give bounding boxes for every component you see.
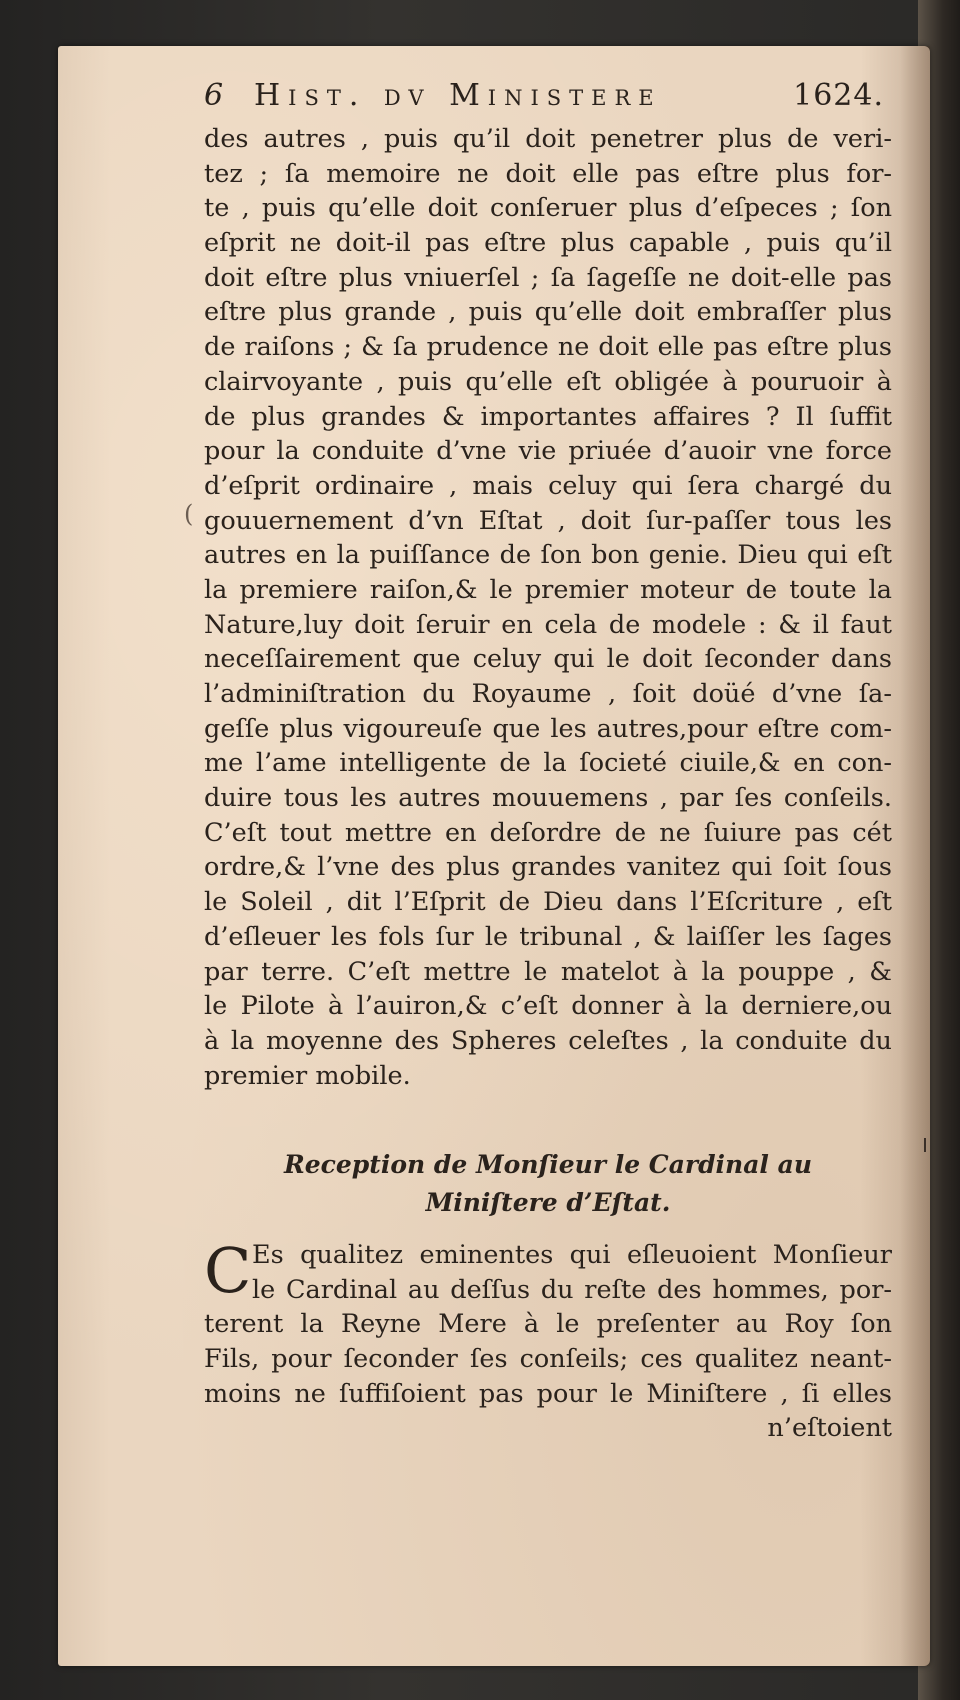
text-line: l’adminiſtration du Royaume , ſoit doüé d’vne ſa- <box>204 679 892 709</box>
text-line: me l’ame intelligente de la ſocieté ciuile,& en con- <box>204 748 892 779</box>
section-heading-line-1: Reception de Monſieur le Cardinal au <box>283 1150 812 1179</box>
text-line: Fils, pour ſeconder ſes conſeils; ces qualitez neant- <box>204 1344 892 1375</box>
text-line: le Pilote à l’auiron,& c’eſt donner à la derniere,ou <box>204 991 892 1022</box>
running-year: 1624. <box>793 78 884 113</box>
drop-cap: C <box>204 1234 252 1307</box>
text-line: Es qualitez eminentes qui eſleuoient Monſieur <box>252 1240 892 1270</box>
margin-tick <box>924 1138 926 1152</box>
text-line: de plus grandes & importantes affaires ? Il ſuffit <box>204 401 892 432</box>
running-title: Hist. dv Ministere <box>254 78 662 113</box>
text-line: gouuernement d’vn Eſtat , doit ſur-paſſer tous les <box>204 505 892 536</box>
text-line: autres en la puiſſance de ſon bon genie. Dieu qui eſt <box>204 540 892 571</box>
text-line: clairvoyante , puis qu’elle eſt obligée à pouruoir à <box>204 366 892 397</box>
text-line: te , puis qu’elle doit conſeruer plus d’eſpeces ; ſon <box>204 193 892 224</box>
text-line: geſſe plus vigoureuſe que les autres,pour eſtre com- <box>204 713 892 744</box>
text-line: de raiſons ; & ſa prudence ne doit elle pas eſtre plus <box>204 332 892 363</box>
section-heading <box>204 1146 892 1222</box>
text-line: par terre. C’eſt mettre le matelot à la pouppe , & <box>204 956 892 987</box>
text-line: d’eſleuer les fols ſur le tribunal , & laiſſer les ſages <box>204 921 892 952</box>
section-heading-line-2: Miniſtere d’Eſtat. <box>425 1188 671 1217</box>
text-line: eſprit ne doit-il pas eſtre plus capable , puis qu’il <box>204 228 892 259</box>
running-head <box>204 78 884 118</box>
text-line: Nature,luy doit ſeruir en cela de modele : & il faut <box>204 609 892 640</box>
paragraph-1 <box>204 122 892 1093</box>
text-line: eſtre plus grande , puis qu’elle doit embraſſer plus <box>204 297 892 328</box>
text-line: duire tous les autres mouuemens , par ſes conſeils. <box>204 783 892 814</box>
text-line: le Cardinal au deſſus du reſte des hommes, por- <box>252 1274 892 1305</box>
text-line: à la moyenne des Spheres celeſtes , la conduite du <box>204 1025 892 1056</box>
paragraph-2 <box>204 1234 892 1446</box>
text-line: terent la Reyne Mere à le preſenter au Roy ſon <box>204 1309 892 1340</box>
text-line: des autres , puis qu’il doit penetrer plus de veri- <box>204 124 892 154</box>
text-line: ordre,& l’vne des plus grandes vanitez qui ſoit ſous <box>204 852 892 883</box>
text-line: le Soleil , dit l’Eſprit de Dieu dans l’Eſcriture , eſt <box>204 887 892 918</box>
text-line: d’eſprit ordinaire , mais celuy qui ſera chargé du <box>204 470 892 501</box>
text-line: tez ; ſa memoire ne doit elle pas eſtre plus for- <box>204 158 892 189</box>
page-number: 6 <box>204 78 226 113</box>
text-line: premier mobile. <box>204 1060 411 1091</box>
text-line: neceſſairement que celuy qui le doit ſeconder dans <box>204 644 892 675</box>
text-line: C’eſt tout mettre en deſordre de ne ſuiure pas cét <box>204 817 892 848</box>
margin-mark: ( <box>184 500 194 528</box>
text-line: n’eſtoient <box>767 1413 892 1444</box>
text-line: moins ne ſuffiſoient pas pour le Miniſtere , ſi elles <box>204 1378 892 1409</box>
text-line: la premiere raiſon,& le premier moteur de toute la <box>204 574 892 605</box>
text-line: pour la conduite d’vne vie priuée d’auoir vne force <box>204 436 892 467</box>
text-line: doit eſtre plus vniuerſel ; ſa ſageſſe ne doit-elle pas <box>204 262 892 293</box>
gutter-shadow <box>900 46 930 1666</box>
